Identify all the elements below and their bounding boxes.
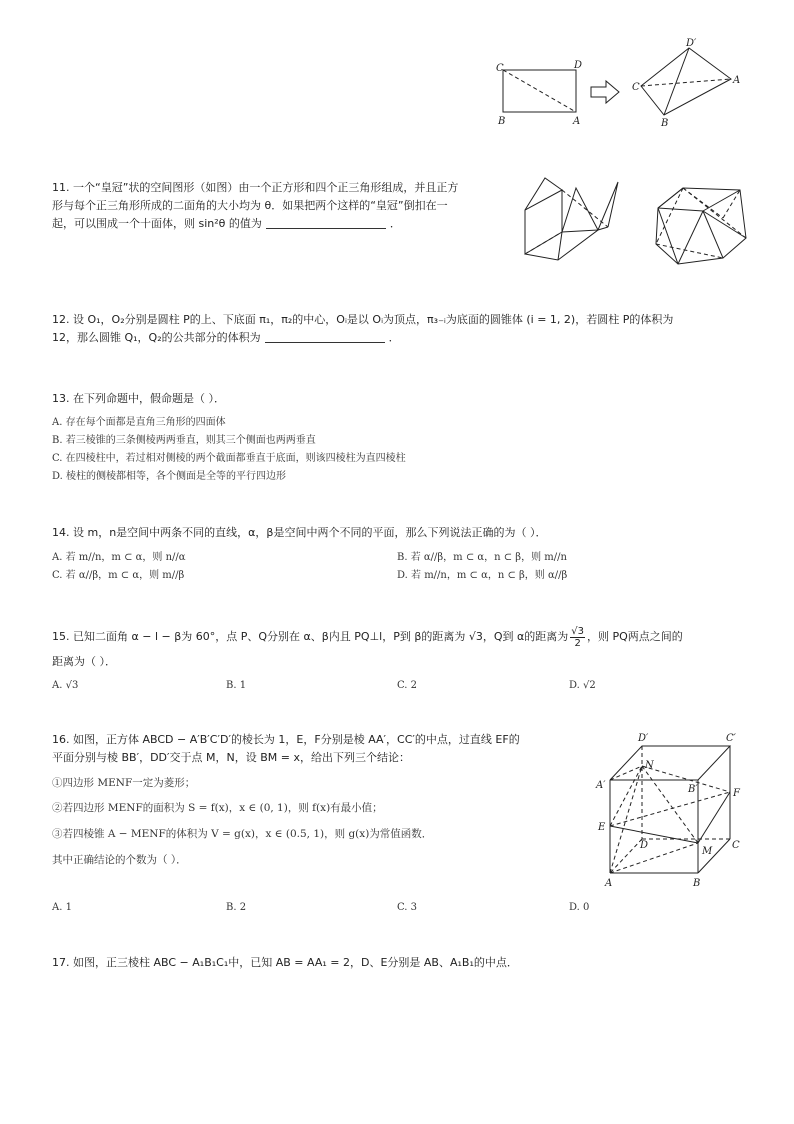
- q14-option-d[interactable]: D. 若 m//n，m ⊂ α，n ⊂ β，则 α//β: [397, 570, 568, 581]
- q13-stem: 13. 在下列命题中，假命题是（ ）．: [52, 392, 225, 405]
- q16-option-a[interactable]: A. 1: [52, 902, 72, 913]
- fold-figure: [490, 36, 750, 136]
- label-d: D: [574, 60, 583, 71]
- q14-option-c[interactable]: C. 若 α//β，m ⊂ α，则 m//β: [52, 570, 185, 581]
- cube-label-n: N: [645, 760, 654, 771]
- q14-stem: 14. 设 m，n是空间中两条不同的直线，α，β是空间中两个不同的平面，那么下列说法正确的为（ ）．: [52, 526, 547, 539]
- cube-label-d: D: [640, 840, 649, 851]
- q15-line2: 距离为（ ）．: [52, 655, 116, 668]
- cube-label-m: M: [702, 846, 713, 857]
- cube-label-cp: C′: [726, 733, 736, 744]
- q11-line3-text: 起，可以围成一个十面体，则 sin²θ 的值为: [52, 217, 262, 230]
- q16-line2: 平面分别与棱 BB′，DD′交于点 M，N，设 BM = x，给出下列三个结论：: [52, 751, 410, 764]
- label-a: A: [573, 116, 581, 127]
- q11-line1: 11. 一个“皇冠”状的空间图形（如图）由一个正方形和四个正三角形组成，并且正方: [52, 181, 459, 194]
- q15-option-c[interactable]: C. 2: [397, 680, 418, 691]
- label-c: C: [496, 63, 504, 74]
- q13-option-c[interactable]: C. 在四棱柱中，若过相对侧棱的两个截面都垂直于底面，则该四棱柱为直四棱柱: [52, 453, 406, 464]
- label-b: B: [498, 116, 506, 127]
- cube-label-b: B: [693, 878, 701, 889]
- q15-line1: 15. 已知二面角 α − l − β为 60°，点 P、Q分别在 α、β内且 PQ⊥l，P到 β的距离为 √3，Q到 α的距离为 $\frac{√3}{2}$ ，则 PQ两点之间的: [52, 625, 683, 649]
- q16-conclusion-2: ②若四边形 MENF的面积为 S = f(x)，x ∈ (0, 1)，则 f(x)有最小值；: [52, 802, 383, 814]
- q16-option-b[interactable]: B. 2: [226, 902, 247, 913]
- q11-line3: 起，可以围成一个十面体，则 sin²θ 的值为 ．: [52, 217, 401, 230]
- q16-conclusion-3: ③若四棱锥 A − MENF的体积为 V = g(x)，x ∈ (0.5, 1)，则 g(x)为常值函数．: [52, 828, 433, 840]
- q11-line2: 形与每个正三角形所成的二面角的大小均为 θ．如果把两个这样的“皇冠”倒扣在一: [52, 199, 448, 212]
- q15-fraction: $\frac{√3}{2}$: [571, 625, 585, 649]
- q11-answer-blank[interactable]: [266, 216, 386, 229]
- q12-line2: 12，那么圆锥 Q₁，Q₂的公共部分的体积为 ．: [52, 331, 400, 344]
- cube-figure: [592, 728, 752, 893]
- label-b2: B: [661, 118, 669, 129]
- cube-label-e: E: [598, 822, 606, 833]
- q12-line1: 12. 设 O₁，O₂分别是圆柱 P的上、下底面 π₁，π₂的中心，Oᵢ是以 Oᵢ为顶点，π₃₋ᵢ为底面的圆锥体 (i = 1, 2)，若圆柱 P的体积为: [52, 313, 674, 326]
- label-c2: C: [632, 82, 640, 93]
- q13-option-a[interactable]: A. 存在每个面都是直角三角形的四面体: [52, 417, 226, 428]
- cube-label-dp: D′: [638, 733, 649, 744]
- arrow-icon: [591, 81, 619, 103]
- cube-label-a: A: [605, 878, 613, 889]
- crown-figure: [518, 170, 628, 265]
- q16-conclusion-4: 其中正确结论的个数为（ ）．: [52, 854, 187, 866]
- q15-option-a[interactable]: A. √3: [52, 680, 79, 691]
- q13-option-b[interactable]: B. 若三棱锥的三条侧棱两两垂直，则其三个侧面也两两垂直: [52, 435, 316, 446]
- label-d-prime: D′: [686, 38, 697, 49]
- q14-option-b[interactable]: B. 若 α//β，m ⊂ α，n ⊂ β，则 m//n: [397, 552, 567, 563]
- q16-line1: 16. 如图，正方体 ABCD − A′B′C′D′的棱长为 1，E，F分别是棱 AA′，CC′的中点，过直线 EF的: [52, 733, 520, 746]
- q16-conclusion-1: ①四边形 MENF一定为菱形；: [52, 777, 196, 789]
- cube-label-c: C: [732, 840, 740, 851]
- q16-option-c[interactable]: C. 3: [397, 902, 418, 913]
- q15-option-d[interactable]: D. √2: [569, 680, 596, 691]
- cube-label-ap: A′: [596, 780, 606, 791]
- q13-option-d[interactable]: D. 棱柱的侧棱都相等，各个侧面是全等的平行四边形: [52, 471, 287, 482]
- cube-label-bp: B′: [688, 784, 698, 795]
- diagonal-ca: [503, 70, 576, 112]
- cube-label-f: F: [733, 788, 740, 799]
- q17-line1: 17. 如图，正三棱柱 ABC − A₁B₁C₁中，已知 AB = AA₁ = 2，D、E分别是 AB、A₁B₁的中点．: [52, 956, 518, 969]
- q12-answer-blank[interactable]: [265, 330, 385, 343]
- label-a2: A: [733, 75, 741, 86]
- decahedron-figure: [648, 178, 758, 268]
- q16-option-d[interactable]: D. 0: [569, 902, 590, 913]
- q14-option-a[interactable]: A. 若 m//n，m ⊂ α，则 n//α: [52, 552, 186, 563]
- tetrahedron-outline: [641, 48, 731, 115]
- q15-option-b[interactable]: B. 1: [226, 680, 247, 691]
